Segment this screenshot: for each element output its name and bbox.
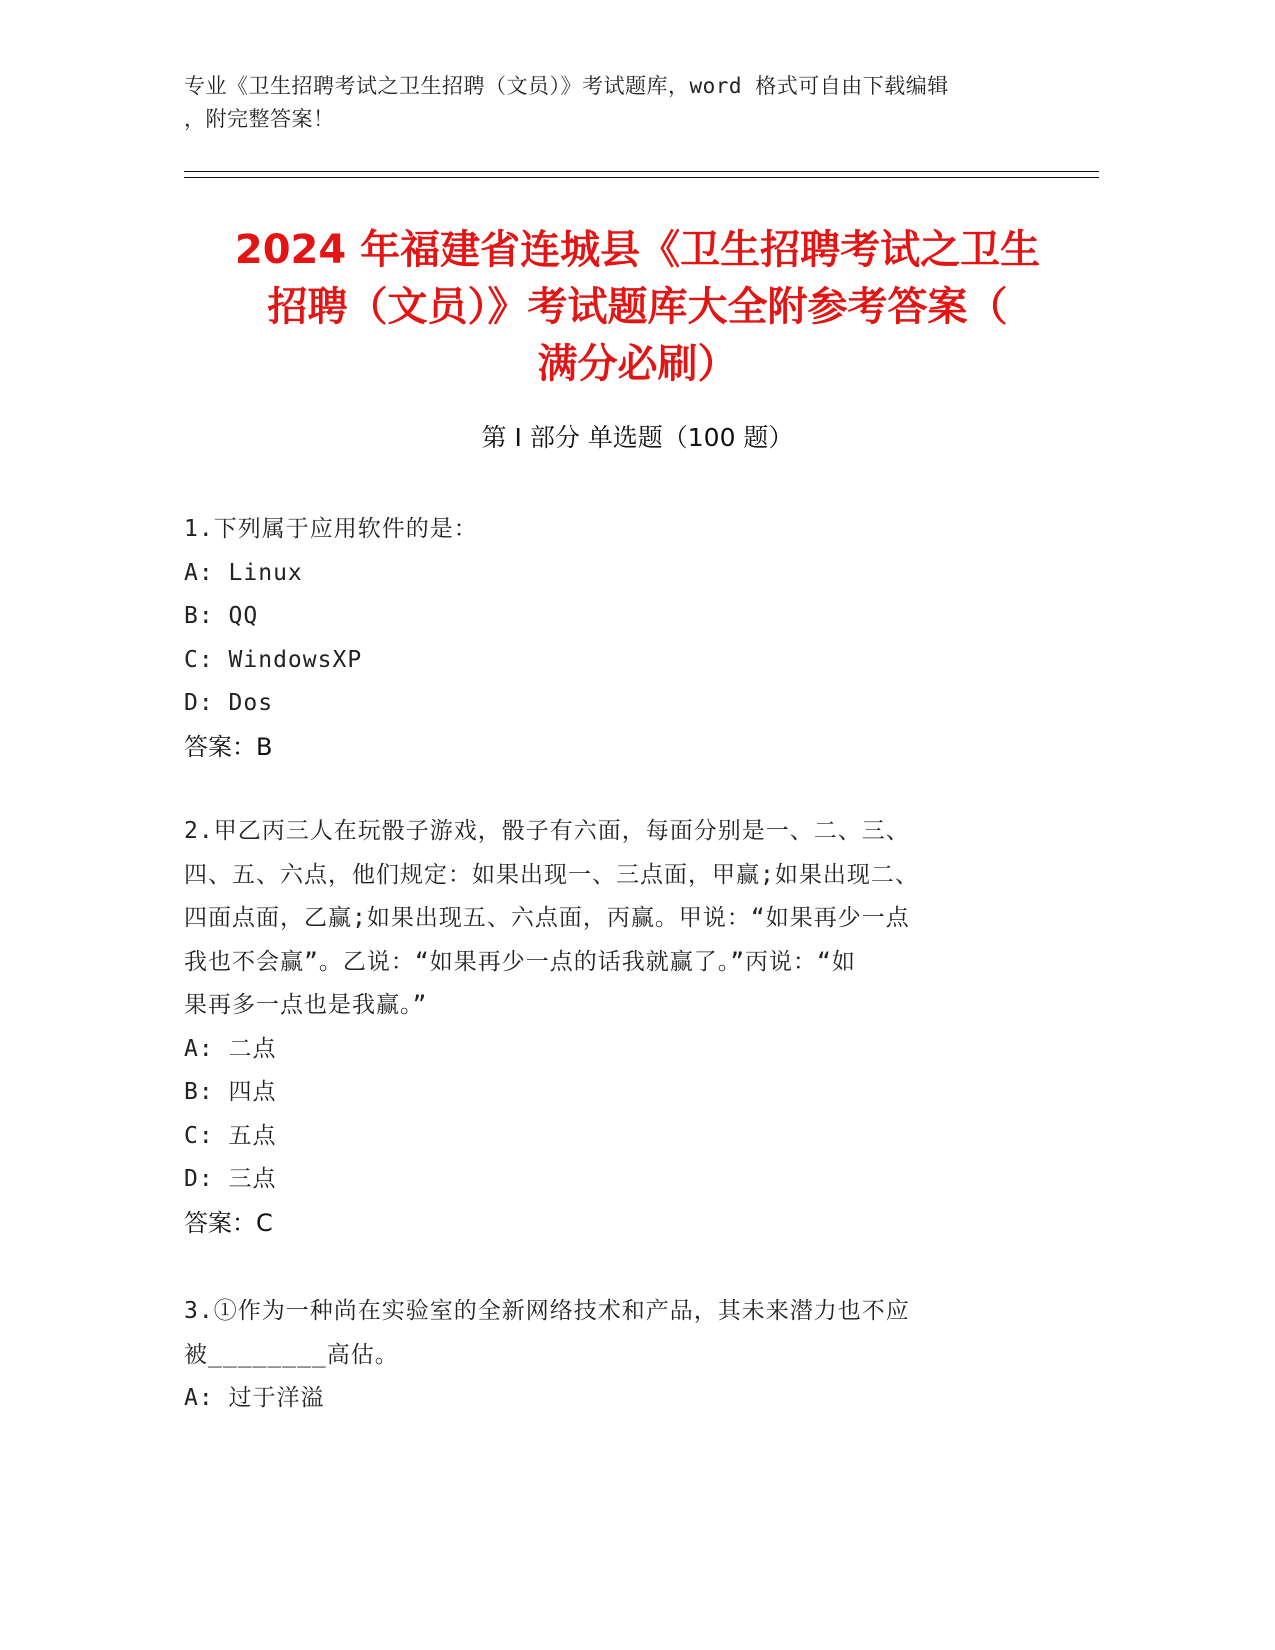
option-b: B: QQ (184, 603, 259, 629)
option-c: C: 五点 (184, 1122, 277, 1149)
option-a: A: 二点 (184, 1035, 277, 1062)
section-heading: 第 I 部分 单选题（100 题） (481, 423, 794, 452)
question-2 (184, 810, 1029, 1245)
question-stem: 被________高估。 (184, 1341, 399, 1368)
option-a: A: Linux (184, 559, 303, 586)
header-note-line: ，附完整答案！ (184, 107, 335, 131)
answer-line: 答案：B (184, 732, 273, 761)
title-line: 招聘（文员）》考试题库大全附参考答案（ (267, 284, 1008, 330)
question-stem: 四面点面，乙赢;如果出现五、六点面，丙赢。甲说：“如果再少一点 (184, 905, 910, 931)
question-stem: 四、五、六点，他们规定：如果出现一、三点面，甲赢;如果出现二、 (184, 861, 919, 888)
option-c: C: WindowsXP (184, 646, 363, 673)
document-title (150, 222, 1125, 393)
question-3 (184, 1290, 1029, 1421)
document-header-note (184, 70, 1084, 136)
header-divider-top (184, 171, 1099, 172)
question-stem: 1.下列属于应用软件的是： (184, 516, 478, 542)
option-b: B: 四点 (184, 1079, 277, 1105)
header-note-line: 专业《卫生招聘考试之卫生招聘（文员）》考试题库，word 格式可自由下载编辑 (184, 74, 949, 98)
question-stem: 3.①作为一种尚在实验室的全新网络技术和产品，其未来潜力也不应 (184, 1298, 910, 1324)
option-d: D: 三点 (184, 1166, 277, 1192)
question-stem: 2.甲乙丙三人在玩骰子游戏，骰子有六面，每面分别是一、二、三、 (184, 818, 910, 844)
option-a: A: 过于洋溢 (184, 1385, 325, 1411)
option-d: D: Dos (184, 690, 274, 716)
question-stem: 果再多一点也是我赢。” (184, 992, 428, 1018)
question-stem: 我也不会赢”。乙说：“如果再少一点的话我就赢了。”丙说：“如 (184, 948, 856, 975)
answer-line: 答案：C (184, 1208, 273, 1237)
question-1 (184, 508, 1029, 769)
title-line: 2024 年福建省连城县《卫生招聘考试之卫生 (234, 227, 1041, 273)
title-line: 满分必刷） (537, 341, 738, 387)
header-divider-bottom (184, 177, 1099, 178)
